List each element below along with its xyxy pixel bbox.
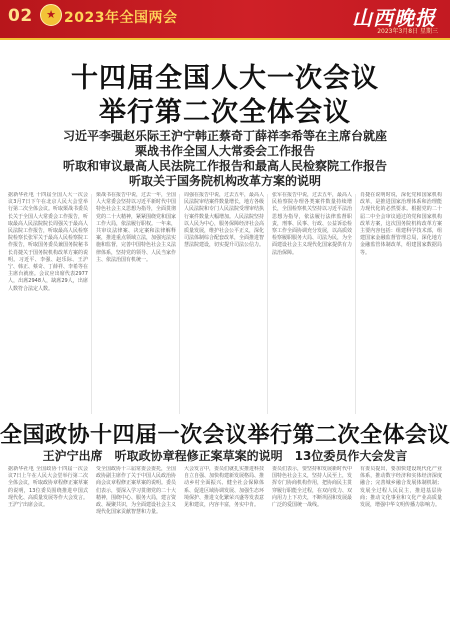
second-headline: 全国政协十四届一次会议举行第二次全体会议 [0, 423, 450, 448]
main-subhead-line2: 栗战书作全国人大常委会工作报告 [134, 144, 315, 158]
main-article-column-1: 据新华社电 十四届全国人大一次会议3月7日下午在北京人民大会堂举行第二次全体会议。听取栗战书委员长关于全国人大常委会工作报告，听取最高人民法院院长周强关于最高人民法院工作报告，听取最高人民检察院检察长张军关于最高人民检察院工作报告，听取国务委员兼国务院秘书长肖捷关于国务院机构改革方案的说明。习近平、李强、赵乐际、王沪宁、韩正、蔡奇、丁薛祥、李希等在主席台就座。会议应出席代表2977人，出席2948人，缺席29人，出席人数符合法定人数。 [8, 192, 88, 292]
column-divider [267, 194, 268, 414]
page-number: 02 [8, 6, 33, 26]
main-subhead-line4: 听取关于国务院机构改革方案的说明 [128, 174, 321, 188]
main-subhead-line1: 习近平李强赵乐际王沪宁韩正蔡奇丁薛祥李希等在主席台就座 [62, 129, 387, 143]
column-divider [355, 194, 356, 414]
section-banner: 2023年全国两会 [64, 10, 178, 26]
second-article-column-1: 据新华社电 全国政协十四届一次会议7日上午在人民大会堂举行第二次全体会议，听取政协章程修正案草案的说明，13位委员围绕推进中国式现代化、高质量发展等作大会发言。王沪宁出席会议。 [8, 466, 88, 509]
second-article-column-5: 有委员提出，要加快建设现代化产业体系，推动数字经济和实体经济深度融合；完善城乡融合发展体制机制；发展全过程人民民主，推进基层协商；推动文化事业和文化产业高质量发展，增强中华文明传播力影响力。 [360, 466, 442, 509]
main-headline-line2: 举行第二次全体会议 [99, 97, 351, 128]
column-divider [179, 194, 180, 414]
newspaper-header [0, 0, 450, 40]
second-article-column-4: 委员们表示，要坚持和发展新时代中国特色社会主义，坚持人民至上，发挥专门协商机构作用，把协商民主贯穿履行职能全过程，在双向发力、双向用力上下功夫，不断巩固和发展最广泛的爱国统一战线。 [272, 466, 352, 509]
column-divider [91, 194, 92, 414]
issue-date: 2023年3月8日 星期三 [377, 28, 438, 35]
second-article-column-3: 大会发言中，委员们就扎实推进科技自立自强、加快构建新发展格局、推动乡村全面振兴、健全社会保障体系、促进区域协调发展、加强生态环境保护、推进文化繁荣兴盛等发表意见和建议，内容丰富，务实中肯。 [184, 466, 264, 509]
main-headline-line1: 十四届全国人大一次会议 [71, 63, 379, 94]
header-divider [0, 38, 450, 40]
main-article-column-5: 肖捷在说明时说，深化党和国家机构改革，是推进国家治理体系和治理能力现代化的必然要求。根据党的二十届二中全会审议通过的党和国家机构改革方案，这次国务院机构改革方案主要内容包括：组建科学技术部，组建国家金融监督管理总局，深化地方金融监管体制改革，组建国家数据局等。 [360, 192, 442, 256]
national-emblem-icon: ★ [40, 4, 62, 26]
main-article-column-2: 栗战书在报告中说，过去一年，全国人大常委会坚持以习近平新时代中国特色社会主义思想为指导，全面贯彻党的二十大精神，紧紧围绕党和国家工作大局，依法履行职权。一年来，共审议法律案、决定案和法律解释案，推进重点领域立法，加强宪法实施和监督，完善中国特色社会主义法律体系，坚持党的领导、人民当家作主、依法治国有机统一。 [96, 192, 176, 263]
second-article-column-2: 受全国政协十三届常委会委托，全国政协副主席作了关于中国人民政治协商会议章程修正案草案的说明。委员们表示，要深入学习贯彻党的二十大精神，围绕中心、服务大局，建言资政、凝聚共识，为全面建设社会主义现代化国家贡献智慧和力量。 [96, 466, 176, 516]
main-subhead-line3: 听取和审议最高人民法院工作报告和最高人民检察院工作报告 [62, 159, 387, 173]
newspaper-logo: 山西晚报 [352, 6, 436, 30]
second-subhead: 王沪宁出席 听取政协章程修正案草案的说明 13位委员作大会发言 [42, 449, 408, 463]
main-article-column-3: 周强在报告中说，过去五年，最高人民法院审结案件数量增长，地方各级人民法院和专门人民法院受理审结执行案件数量大幅增加。人民法院坚持以人民为中心，服务保障经济社会高质量发展，维护社会公平正义，深化司法体制综合配套改革，全面推进智慧法院建设，切实提升司法公信力。 [184, 192, 264, 249]
main-article-column-4: 张军在报告中说，过去五年，最高人民检察院办理各类案件数量持续增长，全国检察机关坚持以习近平法治思想为指导，依法履行法律监督职责，刑事、民事、行政、公益诉讼检察工作全面协调充分发展，以高质效检察履职服务大局、司法为民，为全面建设社会主义现代化国家提供有力法治保障。 [272, 192, 352, 256]
